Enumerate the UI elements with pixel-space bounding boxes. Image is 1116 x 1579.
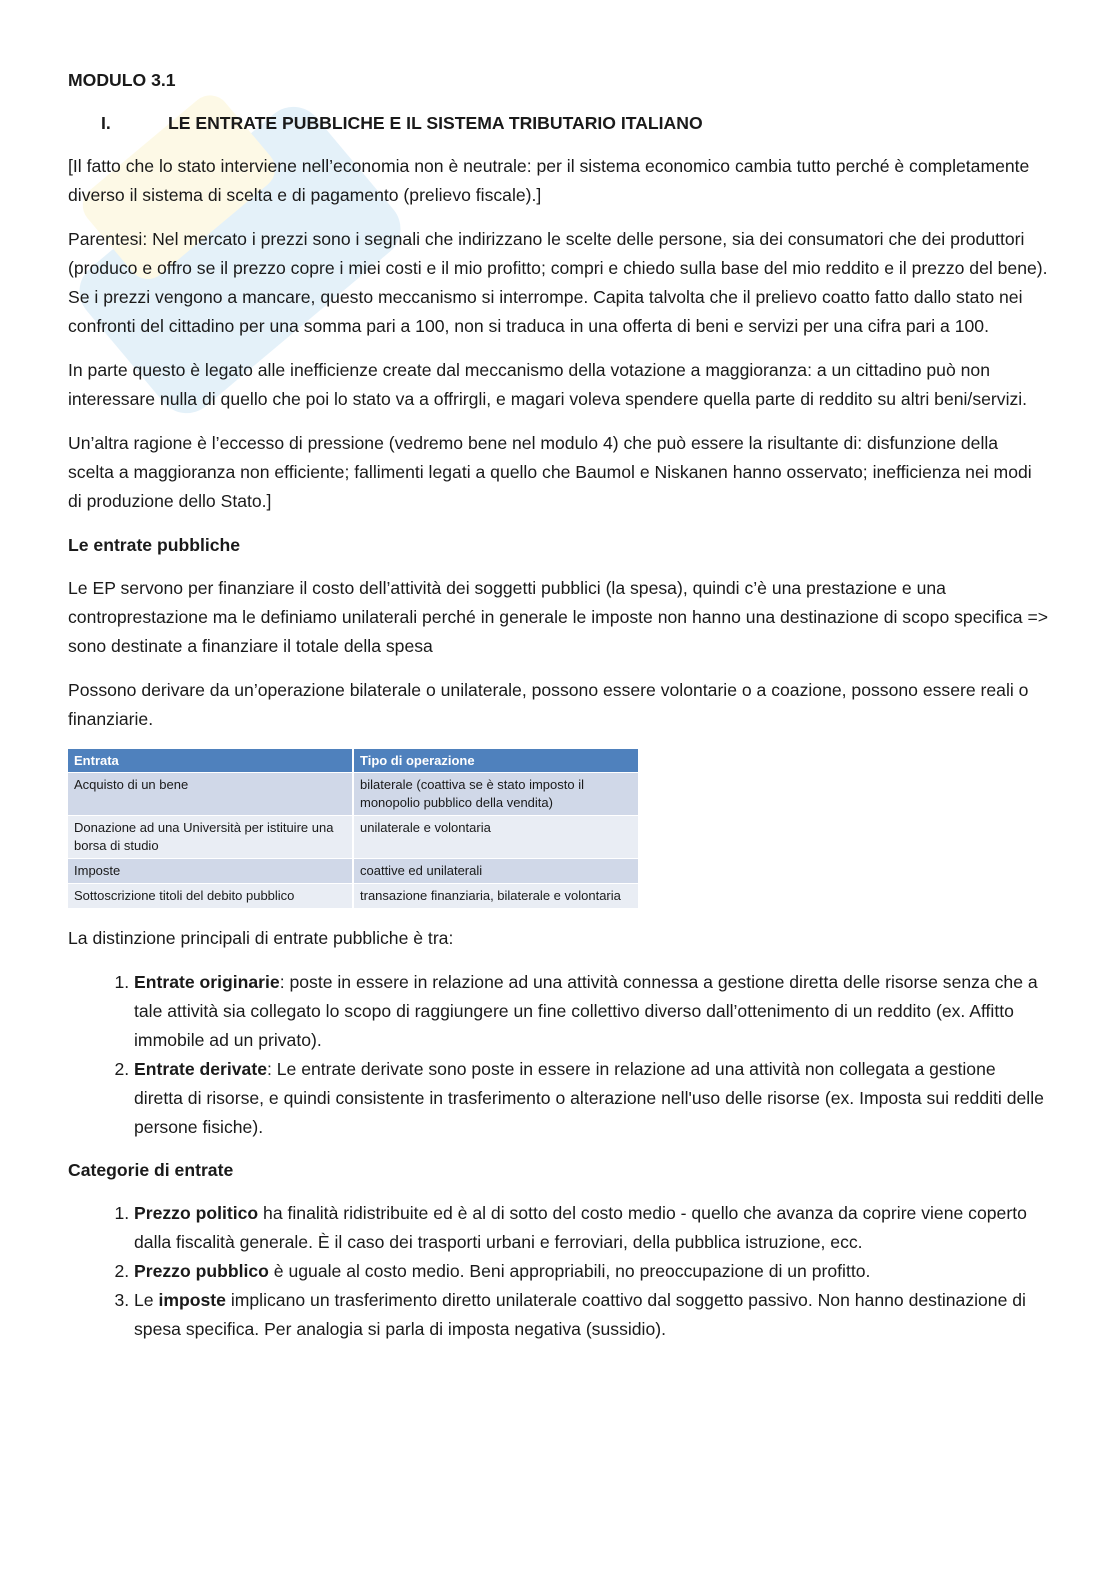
- paragraph: [Il fatto che lo stato interviene nell’economia non è neutrale: per il sistema economico cambia tutto perché è completamente diverso il sistema di scelta e di pagamento (prelievo fiscale).]: [68, 156, 1030, 205]
- list-item: 3. Le imposte implicano un trasferimento diretto unilaterale coattivo dal soggetto passivo. Non hanno destinazione di spesa specifica. Per analogia si parla di imposta negativa (sussidio).: [134, 1286, 1048, 1344]
- heading-categorie: Categorie di entrate: [68, 1160, 234, 1180]
- table-row: Sottoscrizione titoli del debito pubblico transazione finanziaria, bilaterale e volontaria: [68, 884, 639, 909]
- entrate-table: [68, 749, 640, 908]
- table-row: Acquisto di un bene bilaterale (coattiva se è stato imposto il monopolio pubblico della vendita): [68, 773, 639, 816]
- module-title: MODULO 3.1: [68, 70, 176, 90]
- list-item: 1. Prezzo politico ha finalità ridistribuite ed è al di sotto del costo medio - quello che avanza da coprire viene coperto dalla fiscalità generale. È il caso dei trasporti urbani e ferroviari, della pubblica istruzione, ecc.: [134, 1199, 1048, 1257]
- paragraph: Possono derivare da un’operazione bilaterale o unilaterale, possono essere volontarie o a coazione, possono essere reali o finanziarie.: [68, 680, 1029, 729]
- table-header: Tipo di operazione: [353, 749, 639, 773]
- table-row: Donazione ad una Università per istituire una borsa di studio unilaterale e volontaria: [68, 816, 639, 859]
- paragraph: Un’altra ragione è l’eccesso di pressione (vedremo bene nel modulo 4) che può essere la risultante di: disfunzione della scelta a maggioranza non efficiente; fallimenti legati a quello che Baumol e Niskanen hanno osservato; inefficienza nei modi di produzione dello Stato.]: [68, 433, 1032, 511]
- list-item: 2. Entrate derivate: Le entrate derivate sono poste in essere in relazione ad una attività non collegata a gestione diretta di risorse, e quindi consistente in trasferimento o alterazione nell'uso delle risorse (ex. Imposta sui redditi delle persone fisiche).: [134, 1055, 1048, 1142]
- list-entrate: [68, 968, 1048, 1142]
- paragraph: Parentesi: Nel mercato i prezzi sono i segnali che indirizzano le scelte delle persone, sia dei consumatori che dei produttori (produco e offro se il prezzo copre i miei costi e il mio profitto; compri e chiedo sulla base del mio reddito e il prezzo del bene). Se i prezzi vengono a mancare, questo meccanismo si interrompe. Capita talvolta che il prelievo coatto fatto dallo stato nei confronti del cittadino per una somma pari a 100, non si traduca in una offerta di beni e servizi per una cifra pari a 100.: [68, 229, 1048, 336]
- table-row: Imposte coattive ed unilaterali: [68, 859, 639, 884]
- table-header: Entrata: [68, 749, 353, 773]
- list-item: 1. Entrate originarie: poste in essere in relazione ad una attività connessa a gestione diretta delle risorse senza che a tale attività sia collegato lo scopo di raggiungere un fine collettivo diverso dall’ottenimento di un reddito (ex. Affitto immobile ad un privato).: [134, 968, 1048, 1055]
- paragraph: La distinzione principali di entrate pubbliche è tra:: [68, 928, 454, 948]
- list-categorie: [68, 1199, 1048, 1344]
- paragraph: In parte questo è legato alle inefficienze create dal meccanismo della votazione a maggioranza: a un cittadino può non interessare nulla di quello che poi lo stato va a offrirgli, e magari voleva spendere quella parte di reddito su altri beni/servizi.: [68, 360, 1028, 409]
- paragraph: Le EP servono per finanziare il costo dell’attività dei soggetti pubblici (la spesa), quindi c’è una prestazione e una controprestazione ma le definiamo unilaterali perché in generale le imposte non hanno una destinazione di scopo specifica => sono destinate a finanziare il totale della spesa: [68, 578, 1049, 656]
- heading-entrate: Le entrate pubbliche: [68, 535, 241, 555]
- list-item: 2. Prezzo pubblico è uguale al costo medio. Beni appropriabili, no preoccupazione di un profitto.: [134, 1257, 1048, 1286]
- section-heading: I. LE ENTRATE PUBBLICHE E IL SISTEMA TRIBUTARIO ITALIANO: [101, 113, 703, 133]
